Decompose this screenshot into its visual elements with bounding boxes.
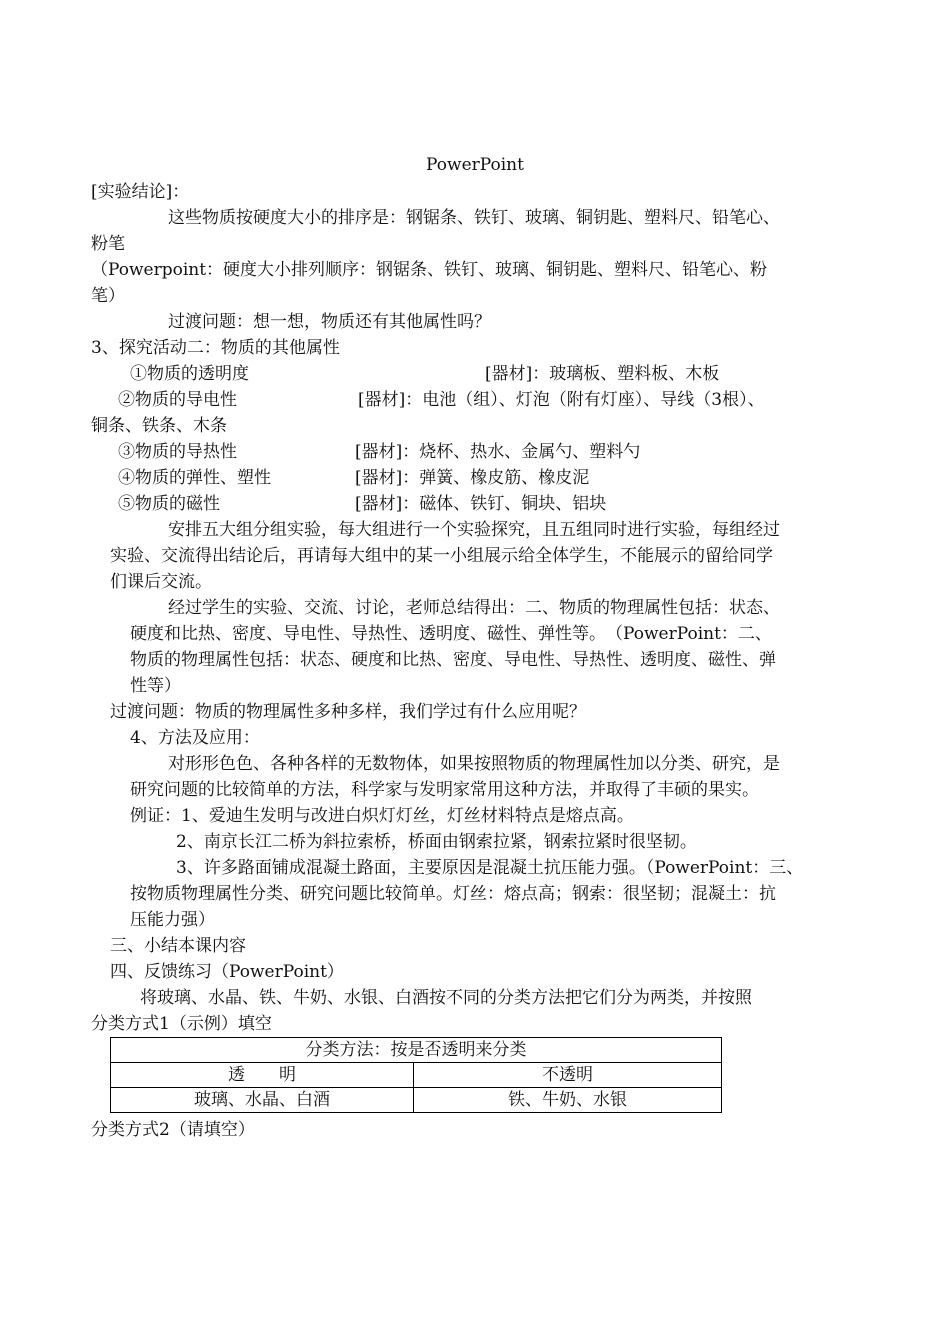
table-row [111, 1088, 722, 1113]
summary-text: 经过学生的实验、交流、讨论，老师总结得出：二、物质的物理属性包括：状态、 [168, 598, 780, 618]
item-label: ③物质的导热性 [118, 442, 237, 462]
table-row [111, 1038, 722, 1063]
summary-text-cont2: 物质的物理属性包括：状态、硬度和比热、密度、导电性、导热性、透明度、磁性、弹 [130, 650, 776, 670]
item-label: ①物质的透明度 [130, 364, 249, 384]
example-3-cont: 按物质物理属性分类、研究问题比较简单。灯丝：熔点高；钢索：很坚韧；混凝土：抗 [130, 884, 776, 904]
table-row [111, 1063, 722, 1088]
group-arrangement-text: 安排五大组分组实验，每大组进行一个实验探究，且五组同时进行实验，每组经过 [168, 520, 780, 540]
activity-item-elasticity [118, 467, 918, 489]
activity-item-conductivity-cont: 铜条、铁条、木条 [91, 416, 227, 436]
table-heading: 分类方法：按是否透明来分类 [111, 1038, 722, 1063]
item-equipment: [器材]：烧杯、热水、金属勺、塑料勺 [355, 442, 641, 462]
section-summary-heading: 三、小结本课内容 [110, 936, 246, 956]
example-3-end: 压能力强） [130, 910, 215, 930]
classification-method-2-label: 分类方式2（请填空） [91, 1120, 255, 1140]
hardness-order-text-cont: 粉笔 [91, 234, 125, 254]
activity-item-magnetism [118, 493, 918, 515]
classification-method-1-label: 分类方式1（示例）填空 [91, 1014, 272, 1034]
conclusion-heading: [实验结论]： [91, 182, 190, 202]
summary-text-end: 性等） [130, 676, 181, 696]
activity-2-heading: 3、探究活动二：物质的其他属性 [91, 338, 340, 358]
page-title: PowerPoint [426, 155, 524, 175]
activity-item-transparency [130, 363, 930, 385]
transition-question-2: 过渡问题：物质的物理属性多种多样，我们学过有什么应用呢？ [110, 702, 586, 722]
table-header-transparent: 透 明 [111, 1063, 414, 1088]
item-equipment: [器材]：玻璃板、塑料板、木板 [485, 364, 720, 384]
classification-table [110, 1037, 722, 1113]
example-3: 3、许多路面铺成混凝土路面，主要原因是混凝土抗压能力强。（PowerPoint：三、 [176, 858, 804, 878]
activity-item-conductivity [118, 389, 918, 411]
activity-item-heat [118, 441, 918, 463]
method-text-cont: 研究问题的比较简单的方法，科学家与发明家常用这种方法，并取得了丰硕的果实。 [130, 780, 759, 800]
powerpoint-note-hardness-cont: 笔） [91, 286, 125, 306]
group-arrangement-text-cont: 实验、交流得出结论后，再请每大组中的某一小组展示给全体学生，不能展示的留给同学 [110, 546, 773, 566]
table-cell-opaque: 铁、牛奶、水银 [414, 1088, 722, 1113]
item-label: ②物质的导电性 [118, 390, 237, 410]
hardness-order-text: 这些物质按硬度大小的排序是：钢锯条、铁钉、玻璃、铜钥匙、塑料尺、铅笔心、 [168, 208, 780, 228]
summary-text-cont: 硬度和比热、密度、导电性、导热性、透明度、磁性、弹性等。 （PowerPoint：二、 [130, 624, 772, 644]
table-header-opaque: 不透明 [414, 1063, 722, 1088]
item-label: ④物质的弹性、塑性 [118, 468, 271, 488]
section-feedback-heading: 四、反馈练习（PowerPoint） [110, 962, 344, 982]
group-arrangement-text-end: 们课后交流。 [110, 572, 212, 592]
item-equipment: [器材]：电池（组）、灯泡（附有灯座）、导线（3根）、 [358, 390, 765, 410]
exercise-instruction: 将玻璃、水晶、铁、牛奶、水银、白酒按不同的分类方法把它们分为两类，并按照 [140, 988, 752, 1008]
powerpoint-note-hardness: （Powerpoint：硬度大小排列顺序：钢锯条、铁钉、玻璃、铜钥匙、塑料尺、铅笔心、粉 [91, 260, 768, 280]
transition-question-1: 过渡问题：想一想，物质还有其他属性吗？ [168, 312, 491, 332]
method-text: 对形形色色、各种各样的无数物体，如果按照物质的物理属性加以分类、研究，是 [168, 754, 780, 774]
item-equipment: [器材]：弹簧、橡皮筋、橡皮泥 [355, 468, 590, 488]
example-1: 例证：1、爱迪生发明与改进白炽灯灯丝，灯丝材料特点是熔点高。 [130, 806, 634, 826]
item-label: ⑤物质的磁性 [118, 494, 220, 514]
table-cell-transparent: 玻璃、水晶、白酒 [111, 1088, 414, 1113]
item-equipment: [器材]：磁体、铁钉、铜块、铝块 [355, 494, 607, 514]
example-2: 2、南京长江二桥为斜拉索桥，桥面由钢索拉紧，钢索拉紧时很坚韧。 [176, 832, 697, 852]
method-heading: 4、方法及应用： [130, 728, 260, 748]
